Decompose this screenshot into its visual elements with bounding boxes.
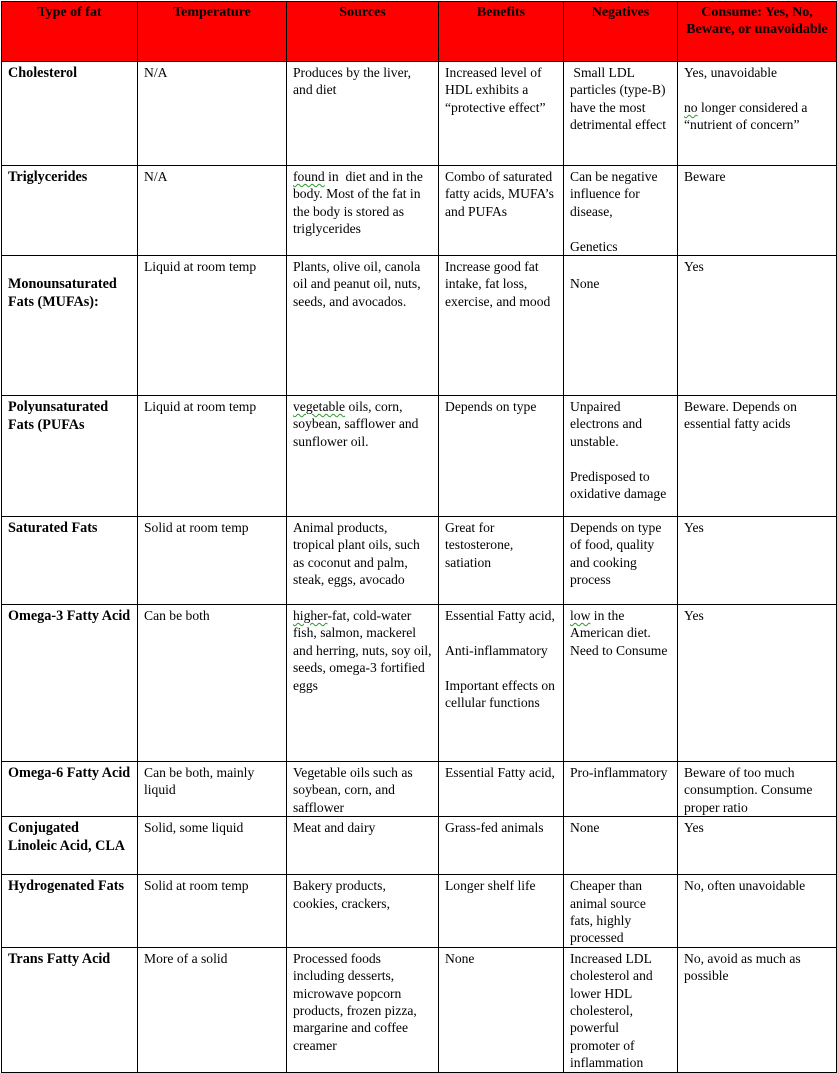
cell-temperature: More of a solid <box>138 947 287 1072</box>
cell-benefits: Increase good fat intake, fat loss, exercise, and mood <box>439 256 564 396</box>
fats-table <box>1 1 837 1073</box>
negatives-line: Unpaired electrons and unstable. <box>570 399 643 449</box>
cell-consume: Yes <box>678 517 837 605</box>
table-row <box>2 517 837 605</box>
benefits-line: Anti-inflammatory <box>445 642 548 658</box>
consume-line: no longer considered a “nutrient of concern” <box>684 99 808 133</box>
table-row <box>2 875 837 948</box>
cell-type: Monounsaturated Fats (MUFAs): <box>2 256 138 396</box>
cell-benefits: Depends on type <box>439 396 564 517</box>
table-row <box>2 256 837 396</box>
negatives-line: Predisposed to oxidative damage <box>570 468 667 502</box>
cell-type: Hydrogenated Fats <box>2 875 138 948</box>
cell-sources: Processed foods including desserts, microwave popcorn products, frozen pizza, margarine and coffee creamer <box>287 947 439 1072</box>
cell-type: Polyunsaturated Fats (PUFAs <box>2 396 138 517</box>
cell-benefits: None <box>439 947 564 1072</box>
table-row <box>2 762 837 817</box>
cell-type: Omega-6 Fatty Acid <box>2 762 138 817</box>
cell-negatives: low in the American diet. Need to Consume <box>564 605 678 762</box>
cell-type: Omega-3 Fatty Acid <box>2 605 138 762</box>
table-row <box>2 62 837 166</box>
cell-consume: Yes <box>678 817 837 875</box>
cell-temperature: Can be both, mainly liquid <box>138 762 287 817</box>
cell-temperature: Liquid at room temp <box>138 256 287 396</box>
cell-consume: No, often unavoidable <box>678 875 837 948</box>
cell-negatives: Pro-inflammatory <box>564 762 678 817</box>
header-row <box>2 2 837 62</box>
cell-type: Saturated Fats <box>2 517 138 605</box>
cell-temperature: Solid, some liquid <box>138 817 287 875</box>
cell-benefits: Grass-fed animals <box>439 817 564 875</box>
table-row <box>2 605 837 762</box>
cell-temperature: Liquid at room temp <box>138 396 287 517</box>
header-temperature: Temperature <box>138 2 287 62</box>
negatives-line: Can be negative influence for disease, <box>570 169 658 219</box>
benefits-line: Important effects on cellular functions <box>445 677 555 711</box>
header-negatives: Negatives <box>564 2 678 62</box>
cell-type: Triglycerides <box>2 166 138 256</box>
cell-sources: Plants, olive oil, canola oil and peanut oil, nuts, seeds, and avocados. <box>287 256 439 396</box>
cell-negatives: Small LDL particles (type-B) have the most detrimental effect <box>564 62 678 166</box>
cell-sources: found in diet and in the body. Most of the fat in the body is stored as triglycerides <box>287 166 439 256</box>
cell-temperature: Solid at room temp <box>138 517 287 605</box>
cell-negatives: Cheaper than animal source fats, highly processed <box>564 875 678 948</box>
cell-consume <box>678 62 837 166</box>
cell-type: Conjugated Linoleic Acid, CLA <box>2 817 138 875</box>
cell-consume: Beware of too much consumption. Consume proper ratio <box>678 762 837 817</box>
cell-sources: higher-fat, cold-water fish, salmon, mackerel and herring, nuts, soy oil, seeds, omega-3 fortified eggs <box>287 605 439 762</box>
spellcheck-underline: no <box>684 99 698 115</box>
cell-temperature: Can be both <box>138 605 287 762</box>
cell-temperature: Solid at room temp <box>138 875 287 948</box>
cell-benefits <box>439 605 564 762</box>
cell-sources: Produces by the liver, and diet <box>287 62 439 166</box>
cell-benefits: Combo of saturated fatty acids, MUFA’s and PUFAs <box>439 166 564 256</box>
cell-benefits: Great for testosterone, satiation <box>439 517 564 605</box>
cell-sources: Animal products, tropical plant oils, such as coconut and palm, steak, eggs, avocado <box>287 517 439 605</box>
cell-sources: vegetable oils, corn, soybean, safflower and sunflower oil. <box>287 396 439 517</box>
cell-consume: Beware. Depends on essential fatty acids <box>678 396 837 517</box>
cell-consume: Yes <box>678 256 837 396</box>
cell-type: Trans Fatty Acid <box>2 947 138 1072</box>
cell-negatives <box>564 166 678 256</box>
cell-negatives: Depends on type of food, quality and cooking process <box>564 517 678 605</box>
cell-negatives: None <box>564 817 678 875</box>
cell-sources: Meat and dairy <box>287 817 439 875</box>
header-benefits: Benefits <box>439 2 564 62</box>
spellcheck-underline: low <box>570 608 591 624</box>
negatives-line: Genetics <box>570 238 618 254</box>
table-row <box>2 396 837 517</box>
cell-temperature: N/A <box>138 166 287 256</box>
header-sources: Sources <box>287 2 439 62</box>
cell-benefits: Essential Fatty acid, <box>439 762 564 817</box>
benefits-line: Essential Fatty acid, <box>445 608 555 624</box>
cell-negatives: Increased LDL cholesterol and lower HDL cholesterol, powerful promoter of inflammation <box>564 947 678 1072</box>
table-row <box>2 947 837 1072</box>
spellcheck-underline: higher <box>293 608 328 624</box>
spellcheck-underline: vegetable <box>293 399 346 415</box>
cell-negatives: None <box>564 256 678 396</box>
table-row <box>2 817 837 875</box>
cell-consume: No, avoid as much as possible <box>678 947 837 1072</box>
cell-consume: Yes <box>678 605 837 762</box>
header-type: Type of fat <box>2 2 138 62</box>
cell-type: Cholesterol <box>2 62 138 166</box>
cell-consume: Beware <box>678 166 837 256</box>
spellcheck-underline: found <box>293 169 325 184</box>
cell-benefits: Increased level of HDL exhibits a “protective effect” <box>439 62 564 166</box>
cell-benefits: Longer shelf life <box>439 875 564 948</box>
cell-negatives <box>564 396 678 517</box>
consume-line: Yes, unavoidable <box>684 65 778 80</box>
header-consume: Consume: Yes, No, Beware, or unavoidable <box>678 2 837 62</box>
cell-sources: Vegetable oils such as soybean, corn, and safflower <box>287 762 439 817</box>
cell-sources: Bakery products, cookies, crackers, <box>287 875 439 948</box>
cell-temperature: N/A <box>138 62 287 166</box>
table-row <box>2 166 837 256</box>
